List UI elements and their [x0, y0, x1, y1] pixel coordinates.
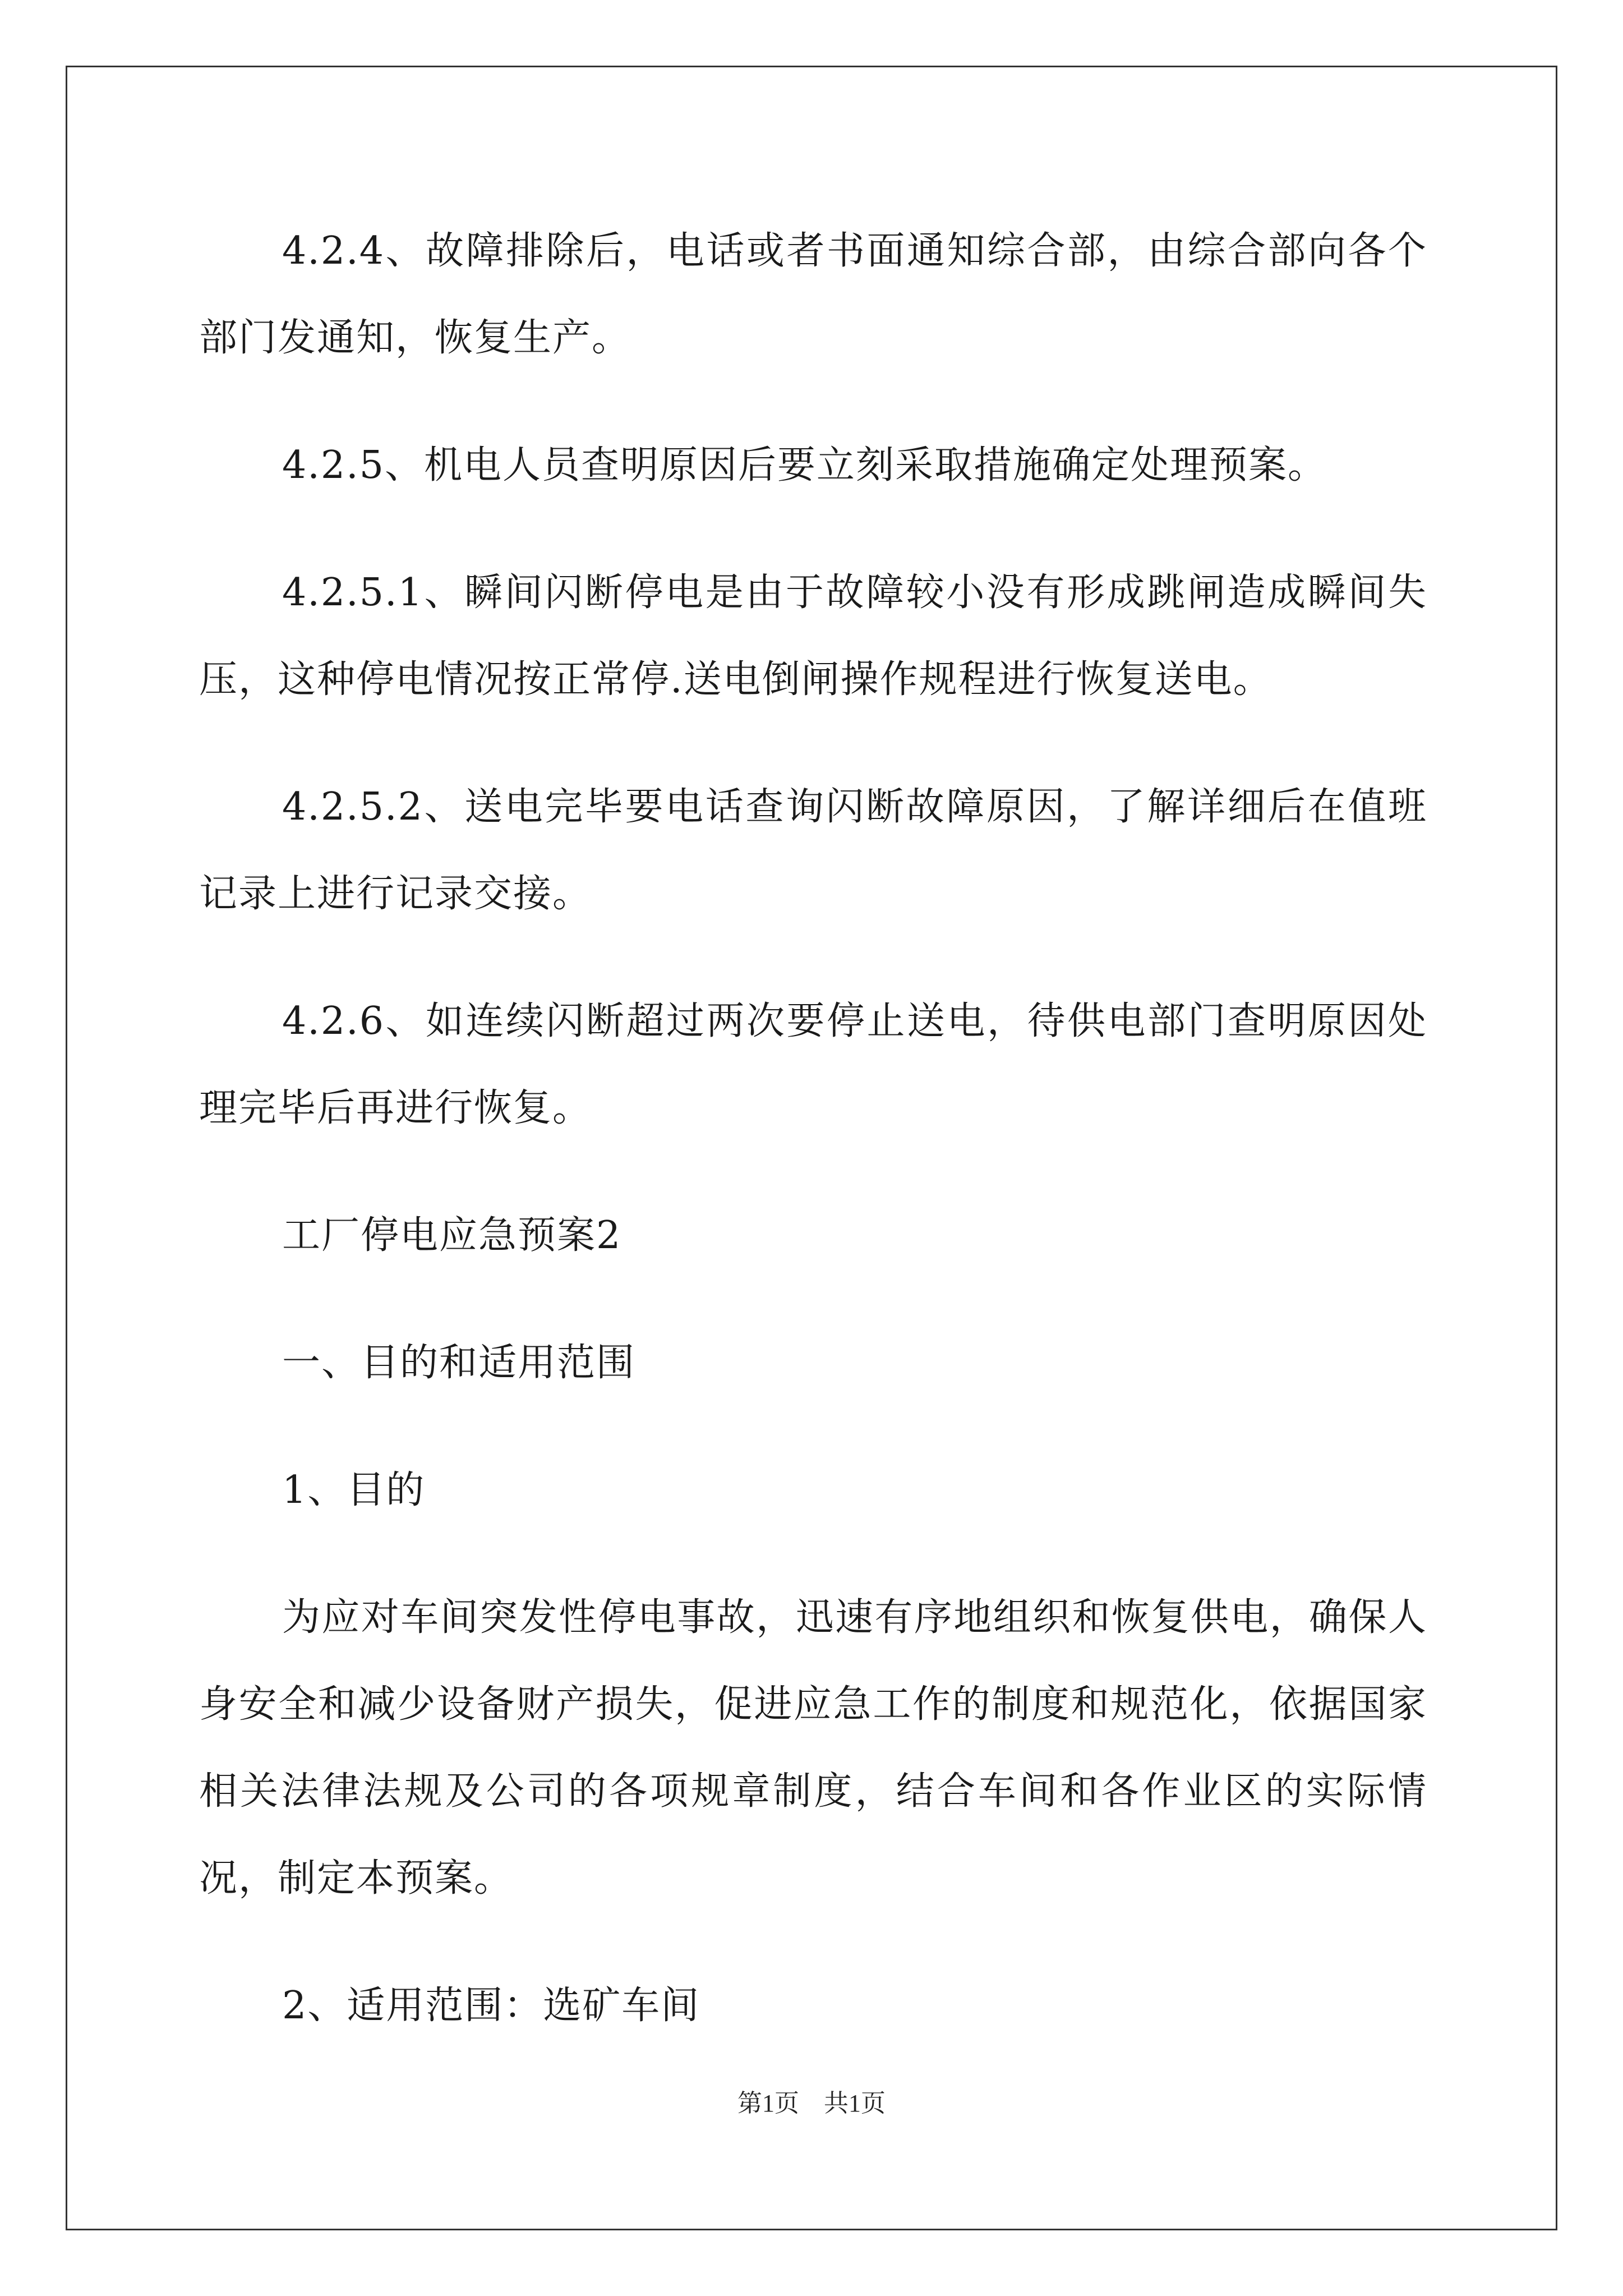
- paragraph-scope: 2、适用范围：选矿车间: [282, 1984, 700, 2028]
- heading-purpose-scope: 一、目的和适用范围: [282, 1341, 636, 1385]
- paragraph-4-2-6: 4.2.6、如连续闪断超过两次要停止送电，待供电部门查明原因处理完毕后再进行恢复。: [199, 999, 1427, 1130]
- paragraph-4-2-5-1: 4.2.5.1、瞬间闪断停电是由于故障较小没有形成跳闸造成瞬间失压，这种停电情况按正常停.送电倒闸操作规程进行恢复送电。: [199, 570, 1427, 702]
- page-footer: 第1页 共1页: [737, 2090, 886, 2117]
- paragraph-4-2-4: 4.2.4、故障排除后，电话或者书面通知综合部，由综合部向各个部门发通知，恢复生产。: [199, 229, 1427, 360]
- heading-purpose: 1、目的: [282, 1468, 426, 1512]
- paragraph-4-2-5-2: 4.2.5.2、送电完毕要电话查询闪断故障原因，了解详细后在值班记录上进行记录交接。: [199, 785, 1427, 916]
- paragraph-4-2-5: 4.2.5、机电人员查明原因后要立刻采取措施确定处理预案。: [282, 443, 1327, 487]
- paragraph-purpose: 为应对车间突发性停电事故，迅速有序地组织和恢复供电，确保人身安全和减少设备财产损失，促进应急工作的制度和规范化，依据国家相关法律法规及公司的各项规章制度，结合车间和各作业区的实际情况，制定本预案。: [199, 1595, 1427, 1901]
- document-body: [199, 208, 1427, 2049]
- section-title: 工厂停电应急预案2: [282, 1213, 622, 1258]
